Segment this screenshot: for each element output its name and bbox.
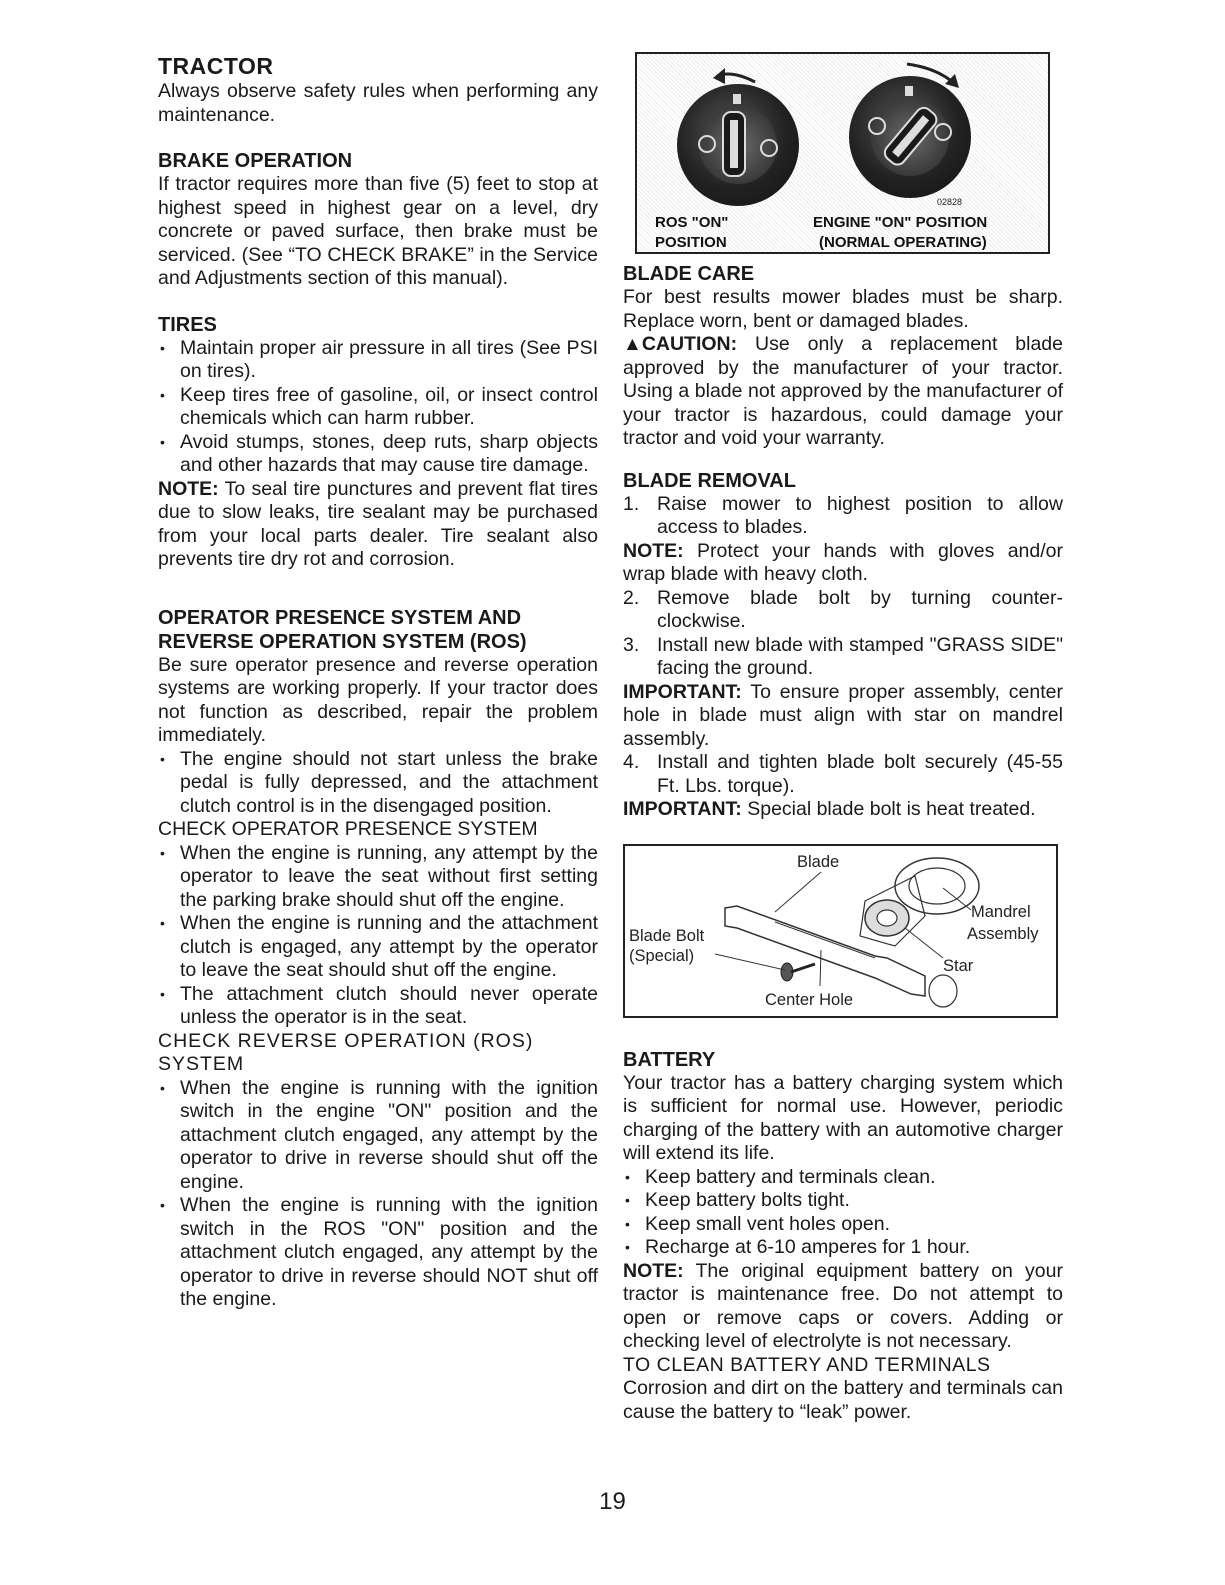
list-item: • Keep battery and terminals clean. <box>623 1166 1063 1190</box>
list-item: • Keep battery bolts tight. <box>623 1189 1063 1213</box>
right-column <box>623 52 1063 1424</box>
brake-title: BRAKE OPERATION <box>158 150 353 172</box>
ops-title-1: OPERATOR PRESENCE SYSTEM AND <box>158 606 522 629</box>
removal-steps-1 <box>623 493 1063 540</box>
figure-code: 02828 <box>937 197 963 207</box>
note-label: NOTE: <box>623 539 684 562</box>
warning-icon: ▲ <box>623 334 642 355</box>
important-text: To ensure proper assembly, center hole in blade must align with star on mandrel assembly. <box>623 680 1063 750</box>
battery-title: BATTERY <box>623 1048 716 1071</box>
note-text: The original equipment battery on your tractor is maintenance free. Do not attempt to open or remove caps or covers. Adding or checking level of electrolyte is not necessary. <box>623 1259 1063 1352</box>
list-item: • Maintain proper air pressure in all tires (See PSI on tires). <box>158 337 598 384</box>
label-blade: Blade <box>797 852 840 871</box>
ros-caption-2: POSITION <box>655 234 727 251</box>
removal-steps-2 <box>623 587 1063 681</box>
blade-assembly-figure <box>623 844 1058 1018</box>
note-text: Protect your hands with gloves and/or wrap blade with heavy cloth. <box>623 539 1063 585</box>
caution-para <box>623 333 1063 451</box>
check-ros-list <box>158 1077 598 1312</box>
battery-note <box>623 1260 1063 1354</box>
brake-text: If tractor requires more than five (5) feet to stop at highest speed in highest gear on a level, dry concrete or paved surface, then brake must be serviced. (See “TO CHECK BRAKE” in the Service and Adjustments section of this manual). <box>158 173 598 289</box>
clean-title: TO CLEAN BATTERY AND TERMINALS <box>623 1353 991 1376</box>
important-1 <box>623 681 1063 752</box>
list-item: • When the engine is running, any attempt by the operator to leave the seat without first setting the parking brake should shut off the engine. <box>158 842 598 913</box>
list-item: 4. Install and tighten blade bolt securely (45-55 Ft. Lbs. torque). <box>623 751 1063 797</box>
caution-label: CAUTION: <box>641 333 738 355</box>
removal-note <box>623 540 1063 587</box>
tractor-title: TRACTOR <box>158 53 274 79</box>
battery-text: Your tractor has a battery charging system which is sufficient for normal use. However, periodic charging of the battery with an automotive charger will extend its life. <box>623 1071 1063 1164</box>
label-mandrel-2: Assembly <box>967 924 1039 943</box>
ops-list <box>158 748 598 819</box>
blade-removal-title: BLADE REMOVAL <box>623 469 796 492</box>
important-text: Special blade bolt is heat treated. <box>747 798 1036 820</box>
left-column <box>158 52 598 1312</box>
clean-text: Corrosion and dirt on the battery and terminals can cause the battery to “leak” power. <box>623 1377 1063 1423</box>
list-item: 3. Install new blade with stamped "GRASS SIDE" facing the ground. <box>623 633 1063 679</box>
list-item: • The attachment clutch should never operate unless the operator is in the seat. <box>158 983 598 1030</box>
label-bolt-2: (Special) <box>629 946 695 965</box>
list-item: • When the engine is running and the attachment clutch is engaged, any attempt by the operator to leave the seat should shut off the engine. <box>158 912 598 983</box>
list-item: • Recharge at 6-10 amperes for 1 hour. <box>623 1236 1063 1260</box>
list-item: • When the engine is running with the ignition switch in the ROS "ON" position and the attachment clutch engaged, any attempt by the operator to drive in reverse should NOT shut off the engine. <box>158 1194 598 1312</box>
list-item: 2. Remove blade bolt by turning counter-clockwise. <box>623 586 1063 632</box>
list-item: • Keep tires free of gasoline, oil, or insect control chemicals which can harm rubber. <box>158 384 598 431</box>
engine-dial-icon <box>849 76 971 198</box>
engine-caption-1: ENGINE "ON" POSITION <box>813 214 988 231</box>
important-2 <box>623 798 1063 822</box>
tires-title: TIRES <box>158 313 217 336</box>
list-item: • Keep small vent holes open. <box>623 1213 1063 1237</box>
tires-note <box>158 478 598 572</box>
blade-care-title: BLADE CARE <box>623 263 755 285</box>
label-center-hole: Center Hole <box>765 990 854 1009</box>
tires-list <box>158 337 598 478</box>
label-star: Star <box>943 956 974 975</box>
ops-text: Be sure operator presence and reverse operation systems are working properly. If your tractor does not function as described, repair the problem immediately. <box>158 653 598 746</box>
label-mandrel-1: Mandrel <box>971 902 1031 921</box>
battery-list <box>623 1166 1063 1260</box>
important-label: IMPORTANT: <box>623 680 742 703</box>
ops-title-2: REVERSE OPERATION SYSTEM (ROS) <box>158 630 527 653</box>
removal-steps-3 <box>623 751 1063 798</box>
ros-caption-1: ROS "ON" <box>655 214 729 231</box>
list-item: • Avoid stumps, stones, deep ruts, sharp objects and other hazards that may cause tire damage. <box>158 431 598 478</box>
ros-dial-icon <box>677 84 799 206</box>
engine-caption-2: (NORMAL OPERATING) <box>819 234 987 251</box>
blade-care-text: For best results mower blades must be sharp. Replace worn, bent or damaged blades. <box>623 286 1063 332</box>
label-bolt-1: Blade Bolt <box>629 926 705 945</box>
caution-text: Use only a replacement blade approved by the manufacturer of your tractor. Using a blade not approved by the manufacturer of your tractor is hazardous, could damage your tractor and void your warranty. <box>623 333 1063 449</box>
list-item: • The engine should not start unless the brake pedal is fully depressed, and the attachment clutch control is in the disengaged position. <box>158 748 598 819</box>
check-ops-title: CHECK OPERATOR PRESENCE SYSTEM <box>158 818 538 840</box>
list-item: • When the engine is running with the ignition switch in the engine "ON" position and the attachment clutch engaged, any attempt by the operator to drive in reverse should shut off the engine. <box>158 1077 598 1195</box>
ignition-switch-figure <box>635 52 1050 254</box>
important-label: IMPORTANT: <box>623 798 742 820</box>
list-item: 1. Raise mower to highest position to allow access to blades. <box>623 492 1063 538</box>
note-label: NOTE: <box>158 477 219 500</box>
check-ros-title: CHECK REVERSE OPERATION (ROS) SYSTEM <box>158 1029 534 1075</box>
check-ops-list <box>158 842 598 1030</box>
note-label: NOTE: <box>623 1259 684 1282</box>
note-text: To seal tire punctures and prevent flat tires due to slow leaks, tire sealant may be purchased from your local parts dealer. Tire sealant also prevents tire dry rot and corrosion. <box>158 477 598 570</box>
tractor-text: Always observe safety rules when performing any maintenance. <box>158 80 598 126</box>
page-number: 19 <box>599 1488 626 1515</box>
